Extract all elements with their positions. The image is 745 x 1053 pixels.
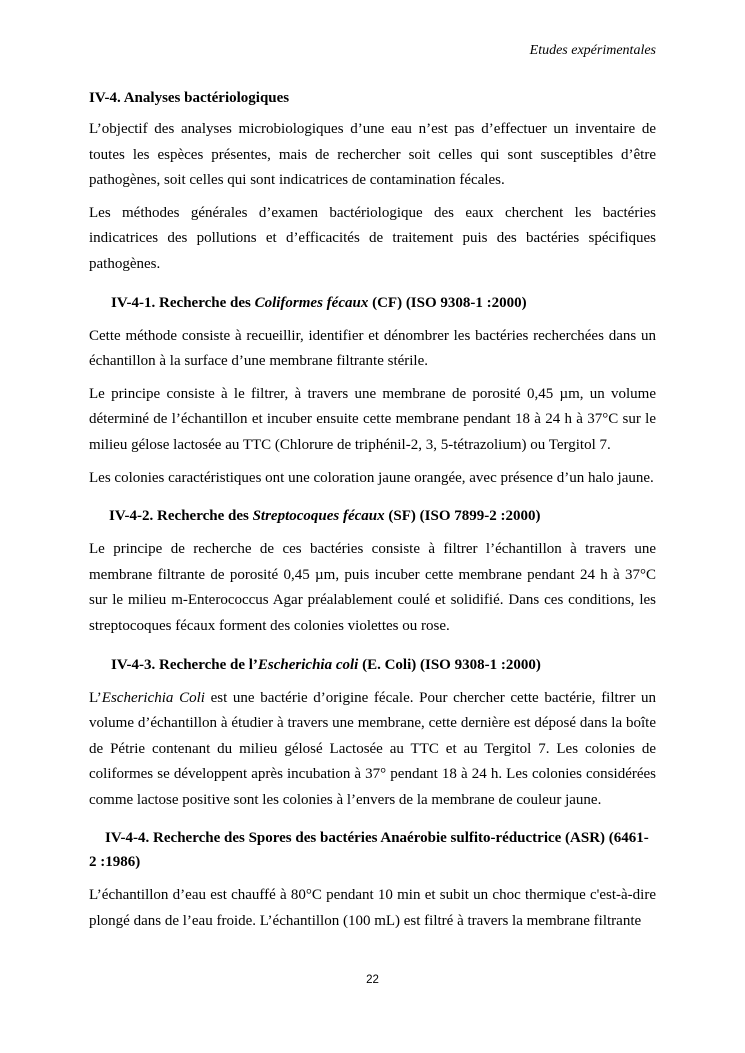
paragraph-cf-method: Cette méthode consiste à recueillir, identifier et dénombrer les bactéries recherchées dans un échantillon à la surface d’une membrane filtrante stérile.: [89, 327, 656, 370]
subsection-title-coliformes: IV-4-1. Recherche des Coliformes fécaux (CF) (ISO 9308-1 :2000): [111, 294, 527, 311]
paragraph-methods: Les méthodes générales d’examen bactériologique des eaux cherchent les bactéries indicatrices des pollutions et d’efficacités de traitement puis des bactéries spécifiques pathogènes.: [89, 204, 656, 272]
paragraph-cf-principle: Le principe consiste à le filtrer, à travers une membrane de porosité 0,45 µm, un volume déterminé de l’échantillon et incuber ensuite cette membrane pendant 18 à 24 h à 37°C sur le milieu gélose lactosée au TTC (Chlorure de triphénil-2, 3, 5-tétrazolium) ou Tergitol 7.: [89, 385, 656, 453]
running-header: Etudes expérimentales: [529, 43, 656, 58]
paragraph-cf-colonies: Les colonies caractéristiques ont une coloration jaune orangée, avec présence d’un halo jaune.: [89, 469, 654, 486]
paragraph-ecoli: L’Escherichia Coli est une bactérie d’origine fécale. Pour chercher cette bactérie, filtrer un volume d’échantillon à étudier à travers une membrane, cette dernière est déposé dans la boîte de Pétrie contenant du milieu gélosé Lactosée au TTC et au Tergitol 7. Les colonies de coliformes se développent après incubation à 37° pendant 18 à 24 h. Les colonies considérées comme lactose positive sont les colonies à l’envers de la membrane de couleur jaune.: [89, 689, 656, 808]
page-content: [89, 86, 656, 935]
page-number: 22: [366, 974, 379, 986]
subsection-title-streptocoques: IV-4-2. Recherche des Streptocoques fécaux (SF) (ISO 7899-2 :2000): [109, 508, 541, 525]
paragraph-sf-principle: Le principe de recherche de ces bactéries consiste à filtrer l’échantillon à travers une membrane filtrante de porosité 0,45 µm, puis incuber cette membrane pendant 24 h à 37°C sur le milieu m-Enterococcus Agar préalablement coulé et solidifié. Dans ces conditions, les streptocoques fécaux forment des colonies violettes ou rose.: [89, 541, 656, 634]
paragraph-objective: L’objectif des analyses microbiologiques d’une eau n’est pas d’effectuer un inventaire de toutes les espèces présentes, mais de rechercher soit celles qui sont susceptibles d’être pathogènes, soit celles qui sont indicatrices de contamination fécales.: [89, 121, 656, 189]
subsection-title-asr: IV-4-4. Recherche des Spores des bactéries Anaérobie sulfito-réductrice (ASR) (6461-2 :1986): [89, 830, 649, 871]
paragraph-asr: L’échantillon d’eau est chauffé à 80°C pendant 10 min et subit un choc thermique c'est-à-dire plongé dans de l’eau froide. L’échantillon (100 mL) est filtré à travers la membrane filtrante: [89, 887, 656, 930]
section-title: IV-4. Analyses bactériologiques: [89, 90, 290, 106]
subsection-title-ecoli: IV-4-3. Recherche de l’Escherichia coli (E. Coli) (ISO 9308-1 :2000): [111, 656, 541, 673]
